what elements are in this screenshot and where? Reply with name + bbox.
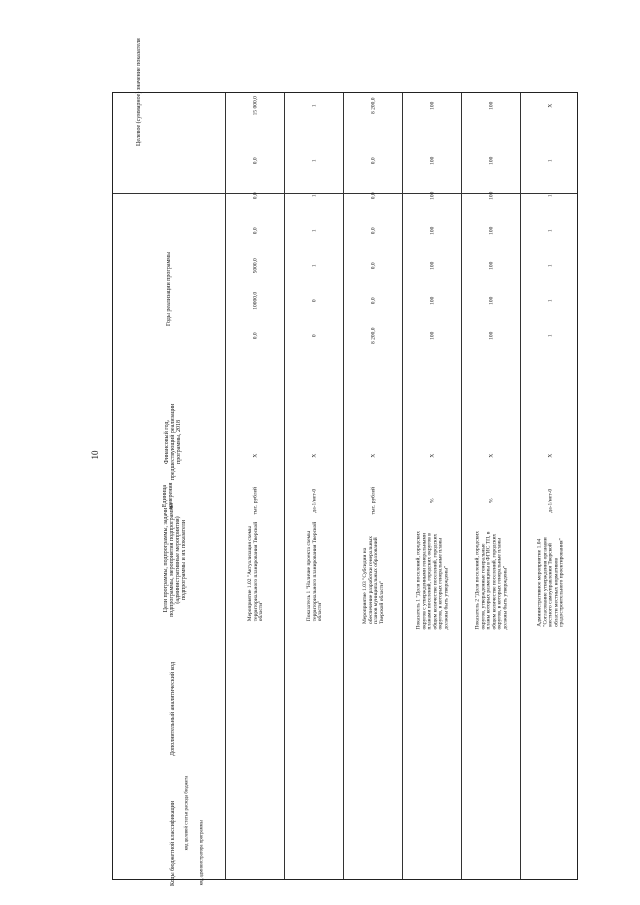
final-value-header: Целевое (суммарное) значение показателя bbox=[136, 38, 142, 146]
year-value-cell: 0,0 bbox=[251, 332, 258, 340]
year-value-cell: 100 bbox=[428, 331, 435, 340]
base-year-cell: X bbox=[428, 453, 435, 458]
program-description-header: Цели программы, подпрограммы, задачи подпрограммы, мероприятия подпрограммы (административные мероприятия) подпрограммы и их показатели bbox=[163, 503, 187, 617]
year-value-cell: 1 bbox=[310, 159, 317, 163]
years-header: Годы реализации программы bbox=[166, 251, 172, 326]
table-row bbox=[284, 93, 344, 879]
program-description-cell: Показатель 1 "Наличие проекта схемы территориального планирования Тверской области" bbox=[305, 521, 323, 622]
base-year-cell: X bbox=[251, 453, 258, 458]
base-year-cell: X bbox=[487, 453, 494, 458]
year-value-cell: 100 bbox=[487, 261, 494, 270]
year-value-cell: 100 bbox=[487, 296, 494, 305]
year-value-cell: 100 bbox=[487, 191, 494, 200]
year-value-cell: 1 bbox=[546, 334, 553, 338]
year-value-cell: 1 bbox=[546, 299, 553, 303]
year-value-cell: 0 bbox=[310, 334, 317, 338]
final-value-cell: X bbox=[546, 103, 553, 108]
unit-cell: да-1/нет-0 bbox=[310, 488, 317, 513]
target-code-header: код целевой статьи расхода бюджета bbox=[184, 775, 190, 851]
year-value-cell: 0,0 bbox=[369, 192, 376, 200]
year-value-cell: 100 bbox=[487, 226, 494, 235]
table-row bbox=[225, 93, 285, 879]
admin-code-header: код администратора программы bbox=[199, 820, 205, 886]
page-number: 10 bbox=[90, 450, 100, 460]
year-value-cell: 0,0 bbox=[251, 192, 258, 200]
year-value-cell: 1 bbox=[310, 229, 317, 233]
base-year-cell: X bbox=[310, 453, 317, 458]
unit-cell: тыс. рублей bbox=[369, 487, 376, 515]
final-value-cell: 8 200,0 bbox=[369, 97, 376, 114]
base-year-header: Финансовый год, предшествующий реализации программы, 2018 bbox=[164, 403, 182, 481]
year-value-cell: 1 bbox=[310, 264, 317, 268]
unit-header: Единица измерения bbox=[162, 482, 174, 510]
year-value-cell: 1 bbox=[546, 264, 553, 268]
year-value-cell: 0,0 bbox=[251, 227, 258, 235]
year-value-cell: 100 bbox=[428, 191, 435, 200]
year-value-cell: 100 bbox=[428, 156, 435, 165]
additional-code-header: Дополнительный аналитический код bbox=[170, 661, 176, 756]
table-row bbox=[520, 93, 580, 879]
year-value-cell: 100 bbox=[428, 261, 435, 270]
final-value-cell: 100 bbox=[487, 101, 494, 110]
year-value-cell: 10000,0 bbox=[251, 291, 258, 310]
year-value-cell: 100 bbox=[428, 226, 435, 235]
year-value-cell: 0,0 bbox=[369, 297, 376, 305]
program-description-cell: Административное мероприятие 1.04 "Согласование утверждения органами местного самоуправления Тверской области местных нормативов градостроительного проектирования" bbox=[535, 537, 564, 627]
program-description-cell: Мероприятие 1.03 "Субсидии на обеспечение разработки генеральных планов муниципальных образований Тверской области" bbox=[361, 536, 384, 624]
table-row bbox=[461, 93, 521, 879]
table-row bbox=[402, 93, 462, 879]
program-description-cell: Показатель 1 "Доля поселений, городских округов с утвержденными генеральными планами поселений, городских округов в общем количестве поселений, городских округов, в которых генеральные планы должны быть утверждены" bbox=[415, 530, 449, 630]
table-row bbox=[343, 93, 403, 879]
year-value-cell: 5000,0 bbox=[251, 258, 258, 274]
codes-group-header: Коды бюджетной классификации bbox=[170, 801, 176, 886]
year-value-cell: 1 bbox=[546, 194, 553, 198]
year-value-cell: 100 bbox=[487, 156, 494, 165]
program-description-cell: Мероприятие 1.02 "Актуализация схемы территориального планирования Тверской области" bbox=[246, 521, 264, 622]
base-year-cell: X bbox=[546, 453, 553, 458]
year-value-cell: 0 bbox=[310, 299, 317, 303]
year-value-cell: 0,0 bbox=[369, 262, 376, 270]
year-value-cell: 1 bbox=[546, 229, 553, 233]
final-value-cell: 15 000,0 bbox=[251, 96, 258, 116]
final-value-cell: 100 bbox=[428, 101, 435, 110]
base-year-cell: X bbox=[369, 453, 376, 458]
year-value-cell: 1 bbox=[546, 159, 553, 163]
year-value-cell: 100 bbox=[487, 331, 494, 340]
year-value-cell: 0,0 bbox=[369, 157, 376, 165]
budget-program-table bbox=[112, 38, 578, 886]
year-value-cell: 1 bbox=[310, 194, 317, 198]
year-value-cell: 8 200,0 bbox=[369, 327, 376, 344]
year-value-cell: 100 bbox=[428, 296, 435, 305]
year-value-cell: 0,0 bbox=[251, 157, 258, 165]
unit-cell: % bbox=[487, 498, 494, 504]
unit-cell: да-1/нет-0 bbox=[546, 488, 553, 513]
unit-cell: тыс. рублей bbox=[251, 487, 258, 515]
unit-cell: % bbox=[428, 498, 435, 504]
year-value-cell: 0,0 bbox=[369, 227, 376, 235]
program-description-cell: Показатель 2 "Доля поселений, городских округов, утвержденные генеральные планы которых размещены в ФГИС ТП, в общем количестве поселений, городских округов, в которых генеральные планы должны быть утверждены" bbox=[474, 530, 508, 630]
final-value-cell: 1 bbox=[310, 104, 317, 108]
